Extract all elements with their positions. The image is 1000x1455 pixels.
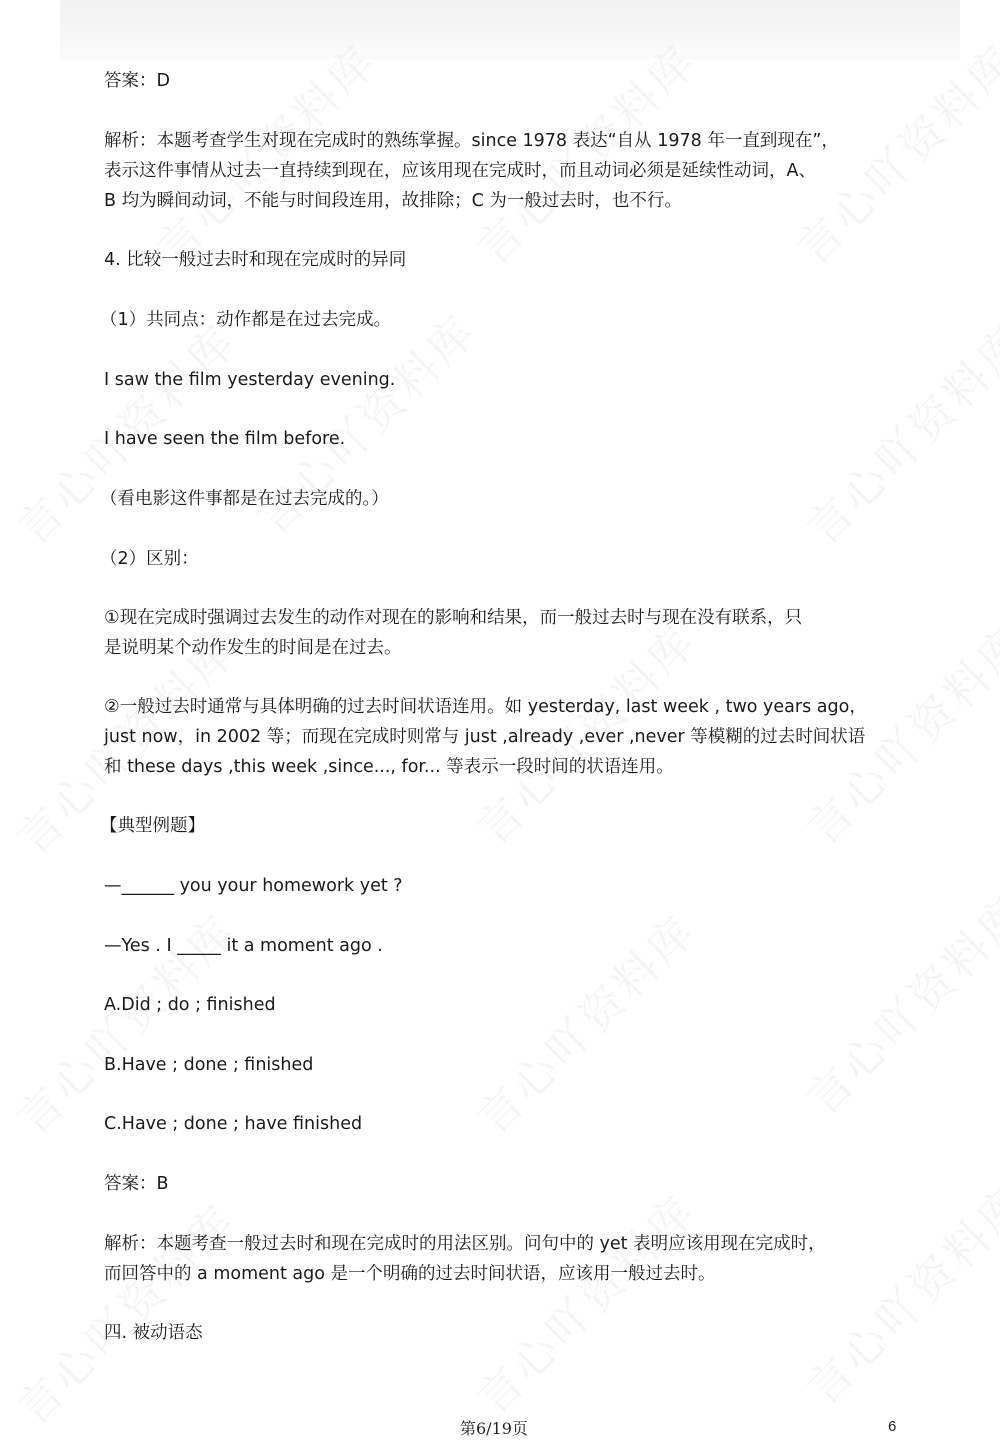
example-sentence-1: I saw the film yesterday evening. [104,370,396,390]
watermark [790,308,1000,557]
page-indicator: 第6/19页 [460,1419,528,1438]
option-c: C.Have ; done ; have finished [104,1114,363,1134]
question-line-1: —______ you your homework yet ? [104,876,403,896]
analysis-1-line: 解析：本题考查学生对现在完成时的熟练掌握。since 1978 表达“自从 1978 年一直到现在”， [104,131,839,151]
analysis-1-line: 表示这件事情从过去一直持续到现在，应该用现在完成时，而且动词必须是延续性动词，A、 [104,161,816,181]
section-4-title: 4. 比较一般过去时和现在完成时的异同 [104,250,407,270]
analysis-1 [104,126,904,216]
difference-2-line: ②一般过去时通常与具体明确的过去时间状语连用。如 yesterday, last week , two years ago， [104,697,867,717]
analysis-2-line: 解析：本题考查一般过去时和现在完成时的用法区别。问句中的 yet 表明应该用现在完成时， [104,1234,826,1254]
watermark [790,878,1000,1127]
difference-2 [104,692,904,782]
example-note: （看电影这件事都是在过去完成的。） [100,489,389,509]
option-a: A.Did ; do ; finished [104,995,276,1015]
analysis-2-line: 而回答中的 a moment ago 是一个明确的过去时间状语，应该用一般过去时。 [104,1264,716,1284]
option-b: B.Have ; done ; finished [104,1055,314,1075]
answer-1: 答案：D [104,71,170,91]
watermark [0,1188,248,1437]
similarity-heading: （1）共同点：动作都是在过去完成。 [100,310,392,330]
typical-examples-heading: 【典型例题】 [100,816,205,836]
difference-heading: （2）区别： [100,549,199,569]
answer-2: 答案：B [104,1174,169,1194]
page-top-shade [60,0,960,60]
example-sentence-2: I have seen the film before. [104,429,346,449]
analysis-2 [104,1229,904,1289]
page-number: 6 [888,1418,897,1435]
watermark [460,898,709,1147]
difference-1-line: 是说明某个动作发生的时间是在过去。 [104,638,402,658]
difference-2-line: 和 these days ,this week ,since..., for... 等表示一段时间的状语连用。 [104,757,674,777]
question-line-2: —Yes . I _____ it a moment ago . [104,936,383,956]
watermark [460,1178,709,1427]
difference-2-line: just now，in 2002 等；而现在完成时则常与 just ,already ,ever ,never 等模糊的过去时间状语 [104,727,866,747]
difference-1 [104,603,904,663]
analysis-1-line: B 均为瞬间动词，不能与时间段连用，故排除；C 为一般过去时，也不行。 [104,191,682,211]
section-next-title: 四. 被动语态 [104,1323,203,1343]
watermark [790,1168,1000,1417]
difference-1-line: ①现在完成时强调过去发生的动作对现在的影响和结果，而一般过去时与现在没有联系，只 [104,608,803,628]
